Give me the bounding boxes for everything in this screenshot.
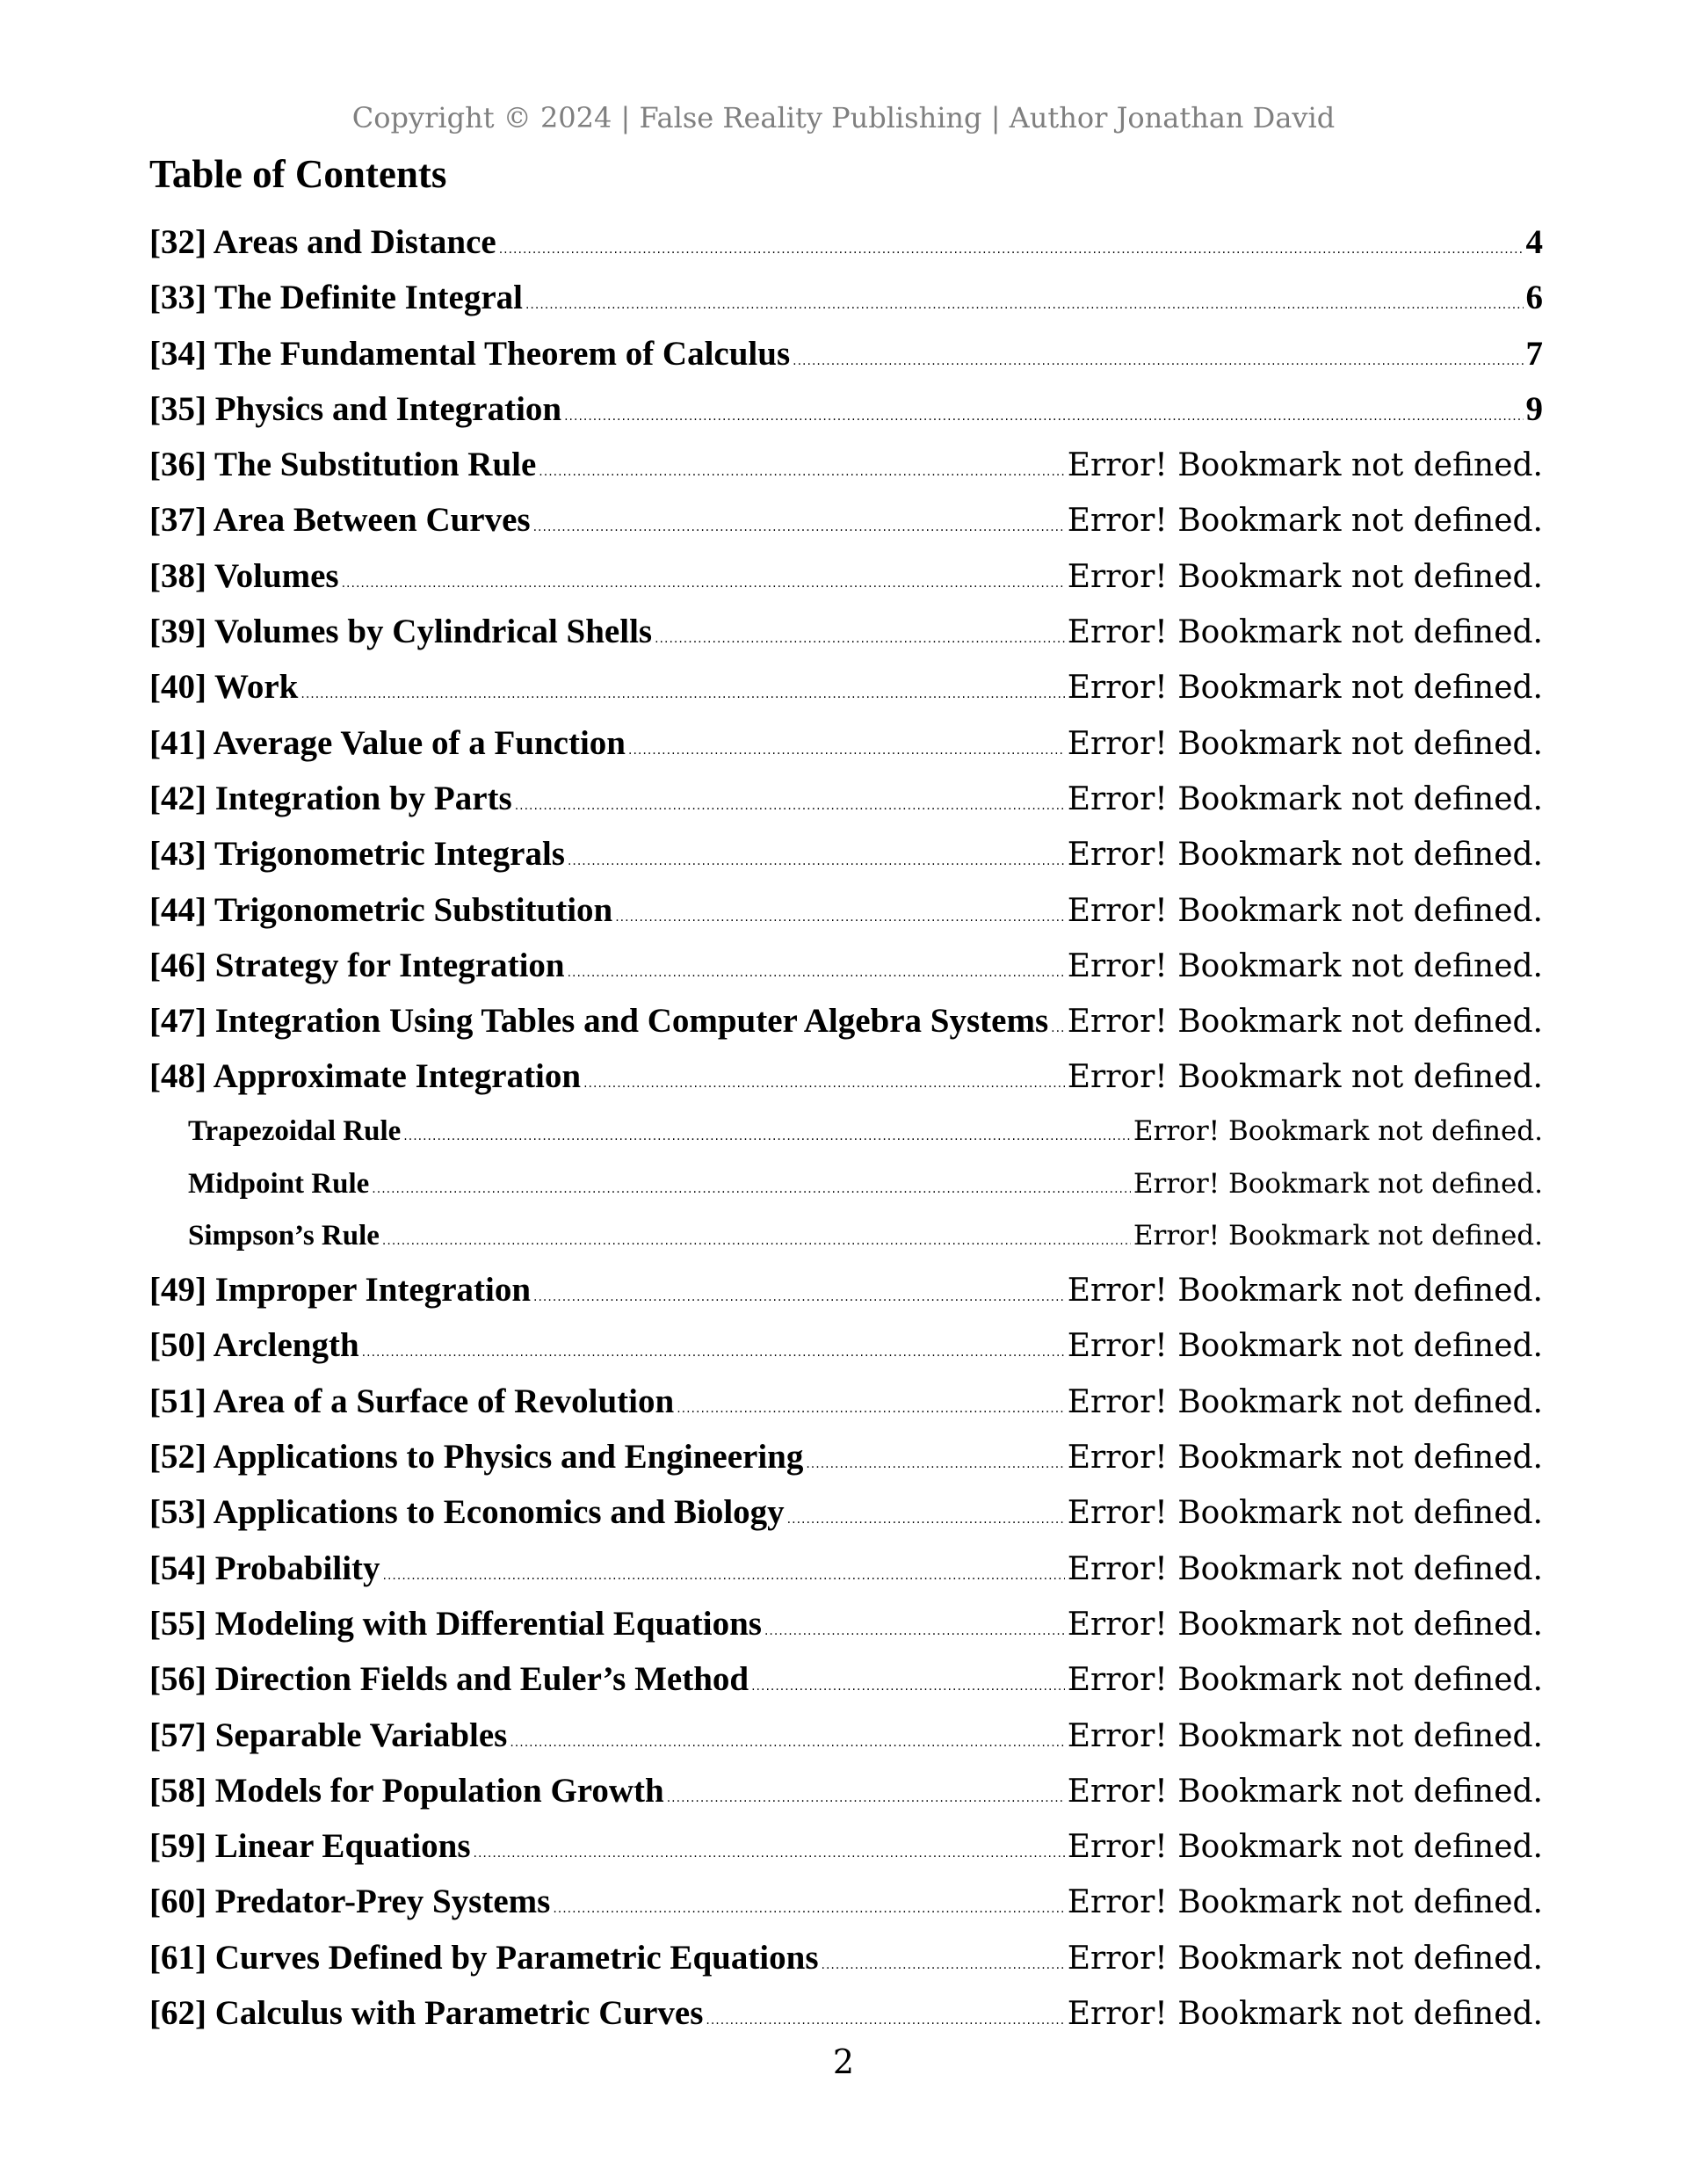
toc-entry-label: Midpoint Rule [188,1167,370,1200]
toc-entry-label: [44] Trigonometric Substitution [149,890,613,929]
toc-dot-leader [403,1129,1131,1143]
toc-entry-label: [52] Applications to Physics and Engineering [149,1438,804,1477]
toc-entry[interactable] [149,1596,1543,1651]
toc-entry-page: Error! Bookmark not defined. [1133,1220,1543,1252]
toc-entry[interactable] [149,993,1543,1048]
toc-entry-page: Error! Bookmark not defined. [1067,1328,1543,1365]
toc-entry-page: Error! Bookmark not defined. [1067,1383,1543,1420]
toc-dot-leader [655,632,1065,646]
toc-entry-label: [35] Physics and Integration [149,389,562,428]
toc-entry[interactable] [149,826,1543,882]
toc-entry[interactable] [149,214,1543,270]
toc-entry-page: Error! Bookmark not defined. [1067,1829,1543,1866]
toc-entry-page: Error! Bookmark not defined. [1067,1004,1543,1041]
toc-entry[interactable] [149,1262,1543,1317]
page-number: 2 [832,2043,855,2081]
toc-dot-leader [300,687,1064,701]
toc-entry[interactable] [149,1708,1543,1763]
toc-entry-label: [42] Integration by Parts [149,779,512,817]
toc-entry-label: [32] Areas and Distance [149,223,496,261]
toc-entry[interactable] [149,381,1543,437]
toc-subentry[interactable] [149,1157,1543,1210]
toc-entry-label: [46] Strategy for Integration [149,946,565,984]
toc-entry-page: Error! Bookmark not defined. [1067,1550,1543,1587]
toc-dot-leader [1051,1021,1065,1035]
toc-entry-page: Error! Bookmark not defined. [1067,1662,1543,1699]
toc-entry[interactable] [149,1818,1543,1874]
toc-dot-leader [539,465,1064,479]
toc-entry-label: [43] Trigonometric Integrals [149,835,565,874]
toc-dot-leader [764,1624,1065,1638]
toc-entry-page: Error! Bookmark not defined. [1067,725,1543,762]
toc-entry-label: [50] Arclength [149,1326,359,1365]
toc-entry-page: Error! Bookmark not defined. [1067,1440,1543,1477]
toc-entry-label: [47] Integration Using Tables and Computer Algebra Systems [149,1002,1049,1041]
toc-entry-page: Error! Bookmark not defined. [1067,837,1543,874]
toc-entry[interactable] [149,659,1543,715]
toc-entry-label: [37] Area Between Curves [149,501,531,540]
toc-dot-leader [499,243,1524,257]
toc-entry-page: 7 [1525,334,1543,373]
toc-entry-page: Error! Bookmark not defined. [1133,1167,1543,1200]
toc-dot-leader [533,520,1065,534]
toc-entry[interactable] [149,270,1543,325]
toc-dot-leader [510,1736,1064,1750]
toc-entry-page: Error! Bookmark not defined. [1067,1884,1543,1921]
toc-entry[interactable] [149,492,1543,548]
toc-entry-page: Error! Bookmark not defined. [1067,1996,1543,2032]
toc-entry-label: [62] Calculus with Parametric Curves [149,1994,704,2032]
toc-entry-page: Error! Bookmark not defined. [1067,503,1543,540]
toc-entry[interactable] [149,1541,1543,1596]
toc-entry-page: Error! Bookmark not defined. [1067,1495,1543,1532]
toc-entry[interactable] [149,1048,1543,1104]
toc-entry-page: 4 [1525,223,1543,261]
toc-entry-page: 6 [1525,279,1543,317]
toc-entry-page: Error! Bookmark not defined. [1067,670,1543,707]
toc-dot-leader [628,744,1065,758]
toc-dot-leader [677,1402,1065,1416]
toc-entry-page: Error! Bookmark not defined. [1133,1114,1543,1147]
toc-dot-leader [667,1791,1065,1805]
toc-dot-leader [706,2013,1064,2028]
toc-entry[interactable] [149,437,1543,492]
toc-dot-leader [793,354,1523,368]
toc-entry[interactable] [149,1874,1543,1929]
toc-title: Table of Contents [149,152,447,196]
toc-entry-label: Simpson’s Rule [188,1220,380,1252]
toc-entry-label: [38] Volumes [149,556,339,595]
toc-dot-leader [568,854,1065,868]
toc-entry-page: 9 [1525,389,1543,428]
toc-entry-label: [61] Curves Defined by Parametric Equations [149,1938,819,1977]
toc-entry-label: [48] Approximate Integration [149,1057,582,1096]
toc-entry-page: Error! Bookmark not defined. [1067,780,1543,817]
toc-entry-label: [51] Area of a Surface of Revolution [149,1382,675,1420]
toc-entry[interactable] [149,604,1543,659]
toc-entry-label: [56] Direction Fields and Euler’s Method [149,1660,749,1699]
toc-dot-leader [751,1680,1065,1694]
toc-entry-label: [55] Modeling with Differential Equations [149,1604,762,1643]
toc-dot-leader [342,577,1065,591]
toc-entry-page: Error! Bookmark not defined. [1067,1773,1543,1810]
toc-entry-label: [36] The Substitution Rule [149,446,537,484]
toc-entry[interactable] [149,326,1543,381]
toc-entry-page: Error! Bookmark not defined. [1067,1717,1543,1754]
toc-entry[interactable] [149,882,1543,938]
toc-entry-label: Trapezoidal Rule [188,1114,402,1147]
toc-dot-leader [362,1346,1065,1360]
toc-dot-leader [822,1958,1065,1972]
toc-entry[interactable] [149,938,1543,993]
toc-entry-label: [58] Models for Population Growth [149,1771,664,1810]
toc-dot-leader [787,1513,1065,1527]
page-header-copyright: Copyright © 2024 | False Reality Publishing | Author Jonathan David [351,101,1336,134]
toc-dot-leader [533,1290,1065,1304]
toc-entry-page: Error! Bookmark not defined. [1067,1059,1543,1096]
toc-subentry[interactable] [149,1209,1543,1262]
toc-dot-leader [615,911,1064,925]
toc-dot-leader [525,298,1524,312]
toc-entry-page: Error! Bookmark not defined. [1067,947,1543,984]
toc-entry[interactable] [149,1930,1543,1985]
toc-entry-page: Error! Bookmark not defined. [1067,1606,1543,1643]
toc-entry-label: [60] Predator-Prey Systems [149,1883,551,1921]
toc-entry[interactable] [149,1651,1543,1707]
toc-entry-label: [33] The Definite Integral [149,279,523,317]
toc-entry[interactable] [149,1763,1543,1818]
toc-entry[interactable] [149,771,1543,826]
toc-entry-label: [54] Probability [149,1549,380,1587]
toc-dot-leader [583,1077,1065,1091]
toc-entry[interactable] [149,1317,1543,1373]
toc-entry[interactable] [149,715,1543,771]
toc-entry-page: Error! Bookmark not defined. [1067,614,1543,651]
toc-entry[interactable] [149,1484,1543,1540]
toc-entry-label: [49] Improper Integration [149,1271,532,1310]
toc-entry[interactable] [149,1374,1543,1429]
toc-dot-leader [564,410,1523,424]
toc-entry-label: [41] Average Value of a Function [149,723,626,762]
toc-dot-leader [515,799,1065,813]
toc-dot-leader [474,1847,1065,1861]
toc-entry-label: [57] Separable Variables [149,1716,508,1754]
toc-dot-leader [382,1234,1131,1248]
toc-subentry[interactable] [149,1105,1543,1157]
toc-entry[interactable] [149,1985,1543,2041]
toc-list [149,214,1543,2041]
toc-dot-leader [372,1182,1131,1196]
toc-entry-page: Error! Bookmark not defined. [1067,447,1543,484]
toc-entry-label: [59] Linear Equations [149,1827,471,1866]
toc-dot-leader [553,1902,1064,1916]
toc-entry-page: Error! Bookmark not defined. [1067,1940,1543,1977]
toc-entry-page: Error! Bookmark not defined. [1067,558,1543,595]
toc-entry[interactable] [149,548,1543,604]
toc-entry-label: [39] Volumes by Cylindrical Shells [149,613,653,651]
toc-entry-page: Error! Bookmark not defined. [1067,892,1543,929]
toc-entry-page: Error! Bookmark not defined. [1067,1273,1543,1310]
toc-entry-label: [40] Work [149,668,299,707]
toc-entry[interactable] [149,1429,1543,1484]
toc-entry-label: [34] The Fundamental Theorem of Calculus [149,334,791,373]
toc-dot-leader [806,1457,1064,1471]
toc-dot-leader [568,966,1065,980]
toc-entry-label: [53] Applications to Economics and Biology [149,1493,785,1532]
toc-dot-leader [383,1569,1065,1583]
